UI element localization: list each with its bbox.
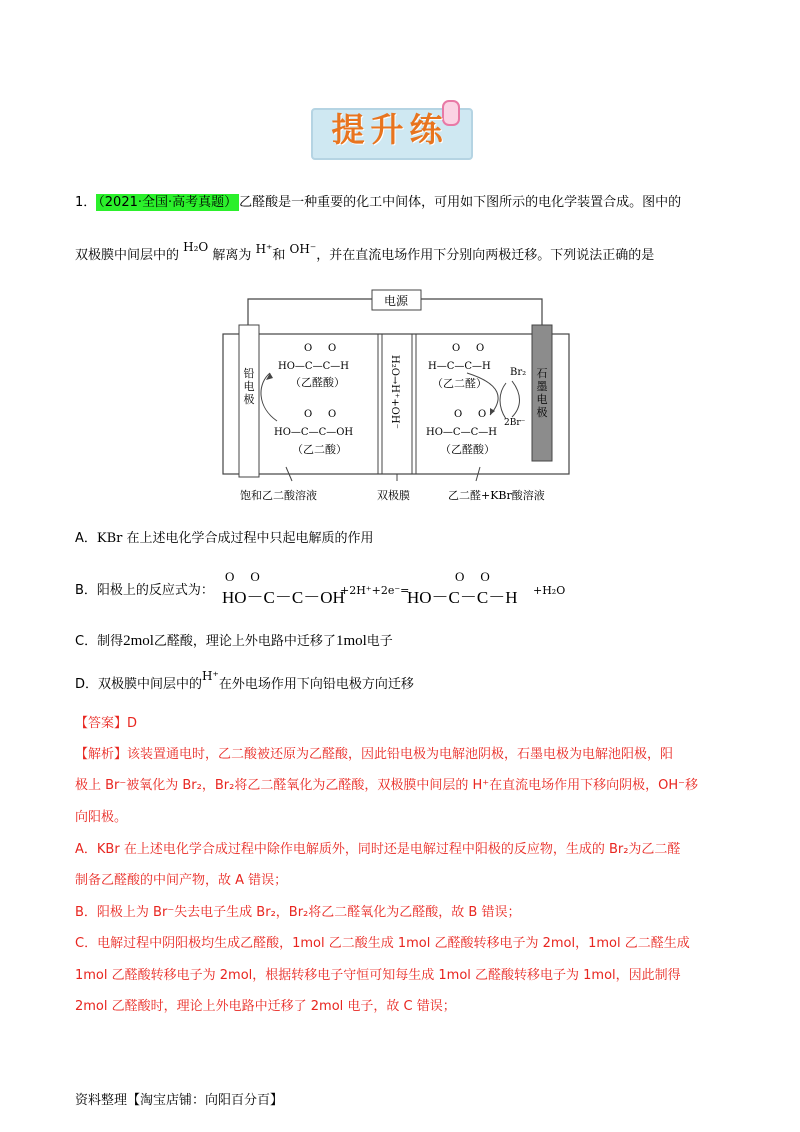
o-atom: O <box>328 409 337 420</box>
question-line-1 <box>75 193 681 213</box>
analysis-a-line: 制备乙醛酸的中间产物，故 A 错误； <box>75 873 288 888</box>
oxalic-acid-formula: HO—C—C—OH <box>274 427 354 438</box>
glyoxal-name: （乙二醛） <box>432 377 487 390</box>
glyoxal-formula: H—C—C—H <box>428 361 491 372</box>
stem-text: 和 <box>272 248 286 263</box>
option-a <box>75 529 374 549</box>
o-atom: O <box>225 569 235 584</box>
option-a-text: 在上述电化学合成过程中只起电解质的作用 <box>126 531 374 546</box>
glyoxylic-o-atoms <box>455 567 490 587</box>
option-d-prefix: D．双极膜中间层中的 <box>75 677 203 692</box>
option-c <box>75 631 393 652</box>
question-line-2 <box>75 240 655 266</box>
option-c-end: 电子 <box>366 634 393 649</box>
graphite-electrode-char: 墨 <box>536 380 548 393</box>
lead-electrode-char: 电 <box>243 380 255 393</box>
o-atom: O <box>304 409 313 420</box>
option-c-text: 乙醛酸，理论上外电路中迁移了 <box>153 634 336 649</box>
left-solution-label: 饱和乙二酸溶液 <box>240 489 317 502</box>
glyoxylic-acid-formula: HO—C—C—H <box>278 361 349 372</box>
source-tag: （2021·全国·高考真题） <box>98 195 238 210</box>
bromide-label: 2Br⁻ <box>504 418 526 428</box>
question-number: 1． <box>75 195 97 210</box>
right-solution-label: 乙二醛+KBr酸溶液 <box>448 489 545 502</box>
h-plus-formula: H⁺ <box>255 242 273 256</box>
stem-text: ，并在直流电场作用下分别向两极迁移。下列说法正确的是 <box>316 248 655 263</box>
o-atom: O <box>476 343 485 354</box>
stem-text: 双极膜中间层中的 <box>75 248 180 263</box>
analysis-c-line: C．电解过程中阴阳极均生成乙醛酸，1mol 乙二酸生成 1mol 乙醛酸转移电子为 2mol，1mol 乙二醛生成 <box>75 936 690 951</box>
oxalic-acid-name: （乙二酸） <box>292 443 347 456</box>
graphite-electrode-char: 极 <box>536 406 548 419</box>
lead-electrode-char: 铅 <box>243 367 255 380</box>
title-banner <box>311 100 471 160</box>
analysis-line: 极上 Br⁻被氧化为 Br₂，Br₂将乙二醛氧化为乙醛酸，双极膜中间层的 H⁺在直流电场作用下移向阴极，OH⁻移 <box>75 778 698 793</box>
o-atom: O <box>478 409 487 420</box>
bromine-label: Br₂ <box>510 367 527 378</box>
o-atom: O <box>480 569 490 584</box>
stem-text: 解离为 <box>212 248 252 263</box>
oxalic-o-atoms <box>225 567 260 587</box>
amount-1mol: 1mol <box>335 633 367 649</box>
stem-line-1: 乙醛酸是一种重要的化工中间体，可用如下图所示的电化学装置合成。图中的 <box>239 195 682 210</box>
power-source-label: 电源 <box>383 294 409 308</box>
kbr-formula: KBr <box>96 531 123 546</box>
o-atom: O <box>454 409 463 420</box>
option-c-prefix: C．制得 <box>75 634 124 649</box>
answer-line: 【答案】D <box>75 716 138 731</box>
glyoxylic-acid-formula: HO—C—C—H <box>426 427 497 438</box>
analysis-b-line: B．阳极上为 Br⁻失去电子生成 Br₂，Br₂将乙二醛氧化为乙醛酸，故 B 错误； <box>75 905 521 920</box>
o-atom: O <box>304 343 313 354</box>
electrolysis-diagram <box>222 289 570 514</box>
glyoxylic-acid-name: （乙醛酸） <box>290 376 345 389</box>
oh-minus-formula: OH⁻ <box>289 242 317 256</box>
analysis-c-line: 2mol 乙醛酸时，理论上外电路中迁移了 2mol 电子，故 C 错误； <box>75 999 456 1014</box>
h2o-formula: H₂O <box>183 240 209 254</box>
water-product: +H₂O <box>533 584 566 597</box>
option-d <box>75 669 414 695</box>
analysis-c-line: 1mol 乙醛酸转移电子为 2mol，根据转移电子守恒可知每生成 1mol 乙醛酸转移电子为 1mol，因此制得 <box>75 968 681 983</box>
analysis-line: 向阳极。 <box>75 810 128 825</box>
glyoxylic-acid-name: （乙醛酸） <box>440 443 495 456</box>
o-atom: O <box>455 569 465 584</box>
analysis-a-line: A．KBr 在上述电化学合成过程中除作电解质外，同时还是电解过程中阳极的反应物，生成的 Br₂为乙二醛 <box>75 842 681 857</box>
amount-2mol: 2mol <box>123 633 154 649</box>
banner-title: 提升练 <box>331 110 449 149</box>
o-atom: O <box>452 343 461 354</box>
o-atom: O <box>250 569 260 584</box>
lead-electrode-char: 极 <box>243 393 255 406</box>
graphite-electrode-char: 电 <box>536 393 548 406</box>
glyoxylic-acid-formula: HO－C－C－H <box>407 588 518 607</box>
option-a-prefix: A． <box>75 531 97 546</box>
option-b <box>75 569 566 611</box>
graphite-electrode-char: 石 <box>536 367 548 380</box>
h-plus-formula: H⁺ <box>202 669 219 683</box>
analysis-line: 【解析】该装置通电时，乙二酸被还原为乙醛酸，因此铅电极为电解池阴极，石墨电极为电解池阳极，阳 <box>75 747 674 762</box>
reaction-middle: +2H⁺+2e⁻= <box>340 584 410 597</box>
o-atom: O <box>328 343 337 354</box>
option-b-prefix: B．阳极上的反应式为： <box>75 583 214 598</box>
option-d-text: 在外电场作用下向铅电极方向迁移 <box>218 677 414 692</box>
membrane-reaction: H₂O→H⁺+OH⁻ <box>389 355 400 429</box>
footer-credit: 资料整理【淘宝店铺：向阳百分百】 <box>75 1093 284 1108</box>
membrane-label: 双极膜 <box>377 489 410 502</box>
oxalic-acid-formula: HO－C－C－OH <box>222 588 345 607</box>
